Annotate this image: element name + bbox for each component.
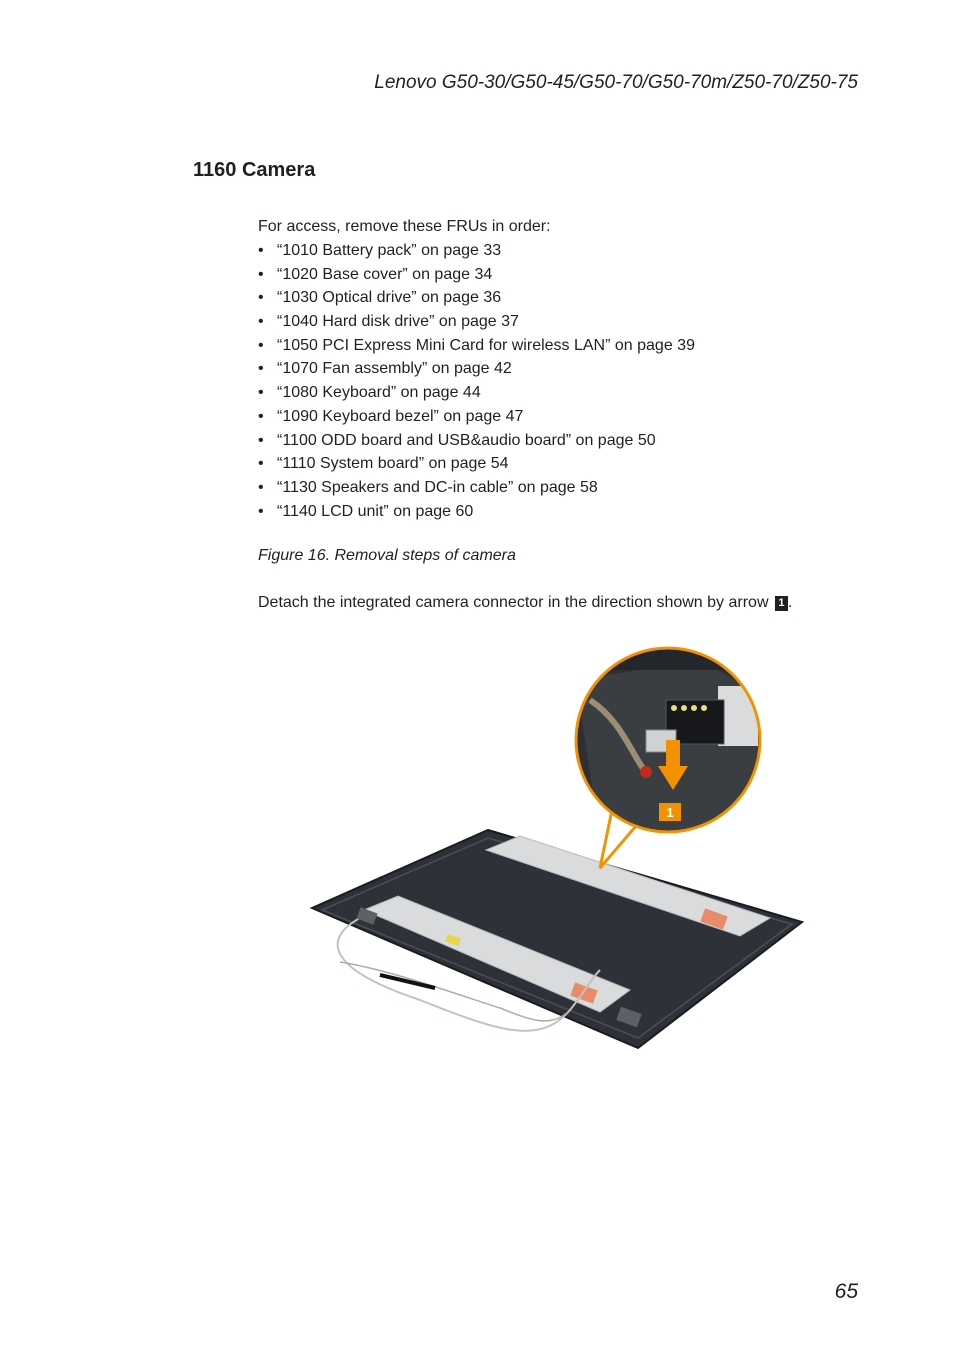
fru-link[interactable]: “1010 Battery pack” on page 33 (277, 242, 502, 259)
step-badge: 1 (775, 596, 788, 611)
page-number: 65 (834, 1280, 858, 1303)
lcd-cable (380, 975, 435, 988)
bullet: • (258, 289, 264, 307)
bullet: • (258, 313, 264, 331)
fru-link[interactable]: “1130 Speakers and DC-in cable” on page 58 (277, 478, 598, 496)
bullet: • (258, 336, 264, 354)
list-item (258, 310, 695, 334)
instruction-suffix: . (787, 594, 793, 611)
fru-link[interactable]: “1050 PCI Express Mini Card for wireless LAN” on page 39 (277, 336, 695, 354)
list-item (258, 286, 695, 310)
list-item (258, 263, 695, 287)
intro-text: For access, remove these FRUs in order: (258, 218, 551, 235)
fru-link[interactable]: “1110 System board” on page 54 (277, 455, 509, 473)
fru-link[interactable]: “1100 ODD board and USB&audio board” on page 50 (277, 431, 656, 449)
bullet: • (258, 431, 264, 449)
list-item (258, 500, 695, 524)
fru-link[interactable]: “1040 Hard disk drive” on page 37 (277, 313, 519, 331)
list-item (258, 405, 695, 429)
fru-link[interactable]: “1140 LCD unit” on page 60 (277, 502, 474, 520)
instruction-body: Detach the integrated camera connector in the direction shown by arrow (258, 594, 769, 611)
fru-link[interactable]: “1030 Optical drive” on page 36 (277, 289, 502, 307)
bullet: • (258, 384, 264, 402)
step-marker-label: 1 (666, 805, 674, 820)
bullet: • (258, 242, 264, 259)
list-item (258, 452, 695, 476)
section-title: 1160 Camera (193, 159, 316, 181)
bullet: • (258, 265, 264, 283)
list-item (258, 239, 695, 263)
list-item (258, 476, 695, 500)
bullet: • (258, 455, 264, 473)
fru-link[interactable]: “1020 Base cover” on page 34 (277, 265, 493, 283)
list-item (258, 381, 695, 405)
bullet: • (258, 502, 264, 520)
fru-link[interactable]: “1070 Fan assembly” on page 42 (277, 360, 512, 378)
list-item (258, 429, 695, 453)
running-header: Lenovo G50-30/G50-45/G50-70/G50-70m/Z50-70/Z50-75 (374, 72, 858, 93)
fru-link[interactable]: “1090 Keyboard bezel” on page 47 (277, 407, 524, 425)
list-item (258, 357, 695, 381)
bullet: • (258, 478, 264, 496)
list-item (258, 334, 695, 358)
figure-caption: Figure 16. Removal steps of camera (258, 547, 516, 564)
bullet: • (258, 407, 264, 425)
fru-list (258, 239, 695, 523)
instruction-text (258, 594, 792, 612)
camera-removal-illustration (300, 640, 820, 1070)
bullet: • (258, 360, 264, 378)
fru-link[interactable]: “1080 Keyboard” on page 44 (277, 384, 481, 402)
